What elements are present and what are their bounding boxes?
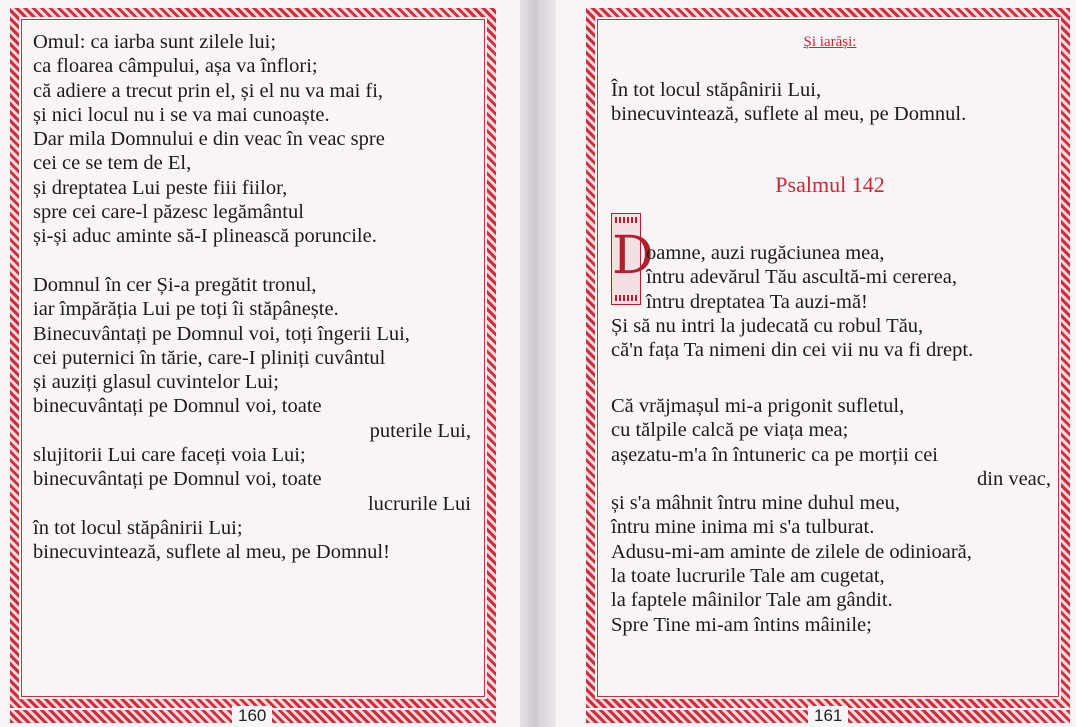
dropcap-letter: D [612,226,654,286]
left-page-text [33,30,471,565]
psalm-stanza-1 [611,241,1051,362]
page-number-left: 160 [232,706,272,726]
text-line: ca floarea câmpului, așa va înflori; [33,55,318,78]
text-line: din veac, [977,467,1051,490]
text-line: spre cei care-l păzesc legământul [33,201,304,224]
text-line: întru dreptatea Ta auzi-mă! [646,290,868,313]
text-line: și s'a mâhnit întru mine duhul meu, [611,492,900,515]
text-line: că'n fața Ta nimeni din cei vii nu va fi drept. [611,339,974,362]
text-line: cei puternici în tărie, care-I pliniți cuvântul [33,346,386,369]
text-line: puterile Lui, [369,419,471,442]
text-line: cei ce se tem de El, [33,152,192,175]
text-line: și-și aduc aminte să-I plinească poruncile. [33,225,377,248]
text-line: că adiere a trecut prin el, și el nu va mai fi, [33,79,384,102]
text-line: slujitorii Lui care faceți voia Lui; [33,444,306,467]
dropcap-ornament-top [615,217,637,223]
text-line: și dreptatea Lui peste fiii fiilor, [33,176,288,199]
text-line: în tot locul stăpânirii Lui; [33,516,243,539]
text-line: binecuvintează, suflete al meu, pe Domnul! [33,541,390,564]
text-line: oamne, auzi rugăciunea mea, [646,242,885,264]
text-line: și auziți glasul cuvintelor Lui; [33,371,279,394]
text-line: lucrurile Lui [367,492,471,515]
text-line: Dar mila Domnului e din veac în veac spre [33,128,385,151]
text-line: la faptele mâinilor Tale am gândit. [611,589,893,612]
text-line: și nici locul nu i se va mai cunoaște. [33,103,330,126]
text-line: întru mine inima mi s'a tulburat. [611,516,875,539]
stanza-gap [33,249,471,273]
text-line: binecuvântați pe Domnul voi, toate [33,468,322,491]
text-line: Și să nu intri la judecată cu robul Tău, [611,314,924,337]
text-line: Spre Tine mi-am întins mâinile; [611,613,872,636]
text-line: Binecuvântați pe Domnul voi, toți îngerii Lui, [33,322,410,345]
text-line: Adusu-mi-am aminte de zilele de odinioară, [611,540,972,563]
text-line: Că vrăjmașul mi-a prigonit sufletul, [611,395,905,417]
text-line: Omul: ca iarba sunt zilele lui; [33,31,277,53]
text-line: iar împărăția Lui pe toți îi stăpânește. [33,298,339,321]
text-line: binecuvântați pe Domnul voi, toate [33,395,322,418]
psalm-stanza-2 [611,394,1051,637]
text-line: cu tălpile calcă pe viața mea; [611,419,849,442]
text-line: Domnul în cer Și-a pregătit tronul, [33,273,317,296]
text-line: întru adevărul Tău ascultă-mi cererea, [646,266,957,289]
book-gutter [520,0,556,727]
page-number-right: 161 [808,706,848,726]
text-line: binecuvintează, suflete al meu, pe Domnul. [611,103,967,126]
text-line: În tot locul stăpânirii Lui, [611,79,822,101]
text-line: așezatu-m'a în întuneric ca pe morții cei [611,443,938,466]
right-intro-text [611,78,1051,127]
psalm-title: Psalmul 142 [775,172,885,197]
text-line: la toate lucrurile Tale am cugetat, [611,565,885,588]
section-subtitle: Și iarăși: [803,34,857,50]
